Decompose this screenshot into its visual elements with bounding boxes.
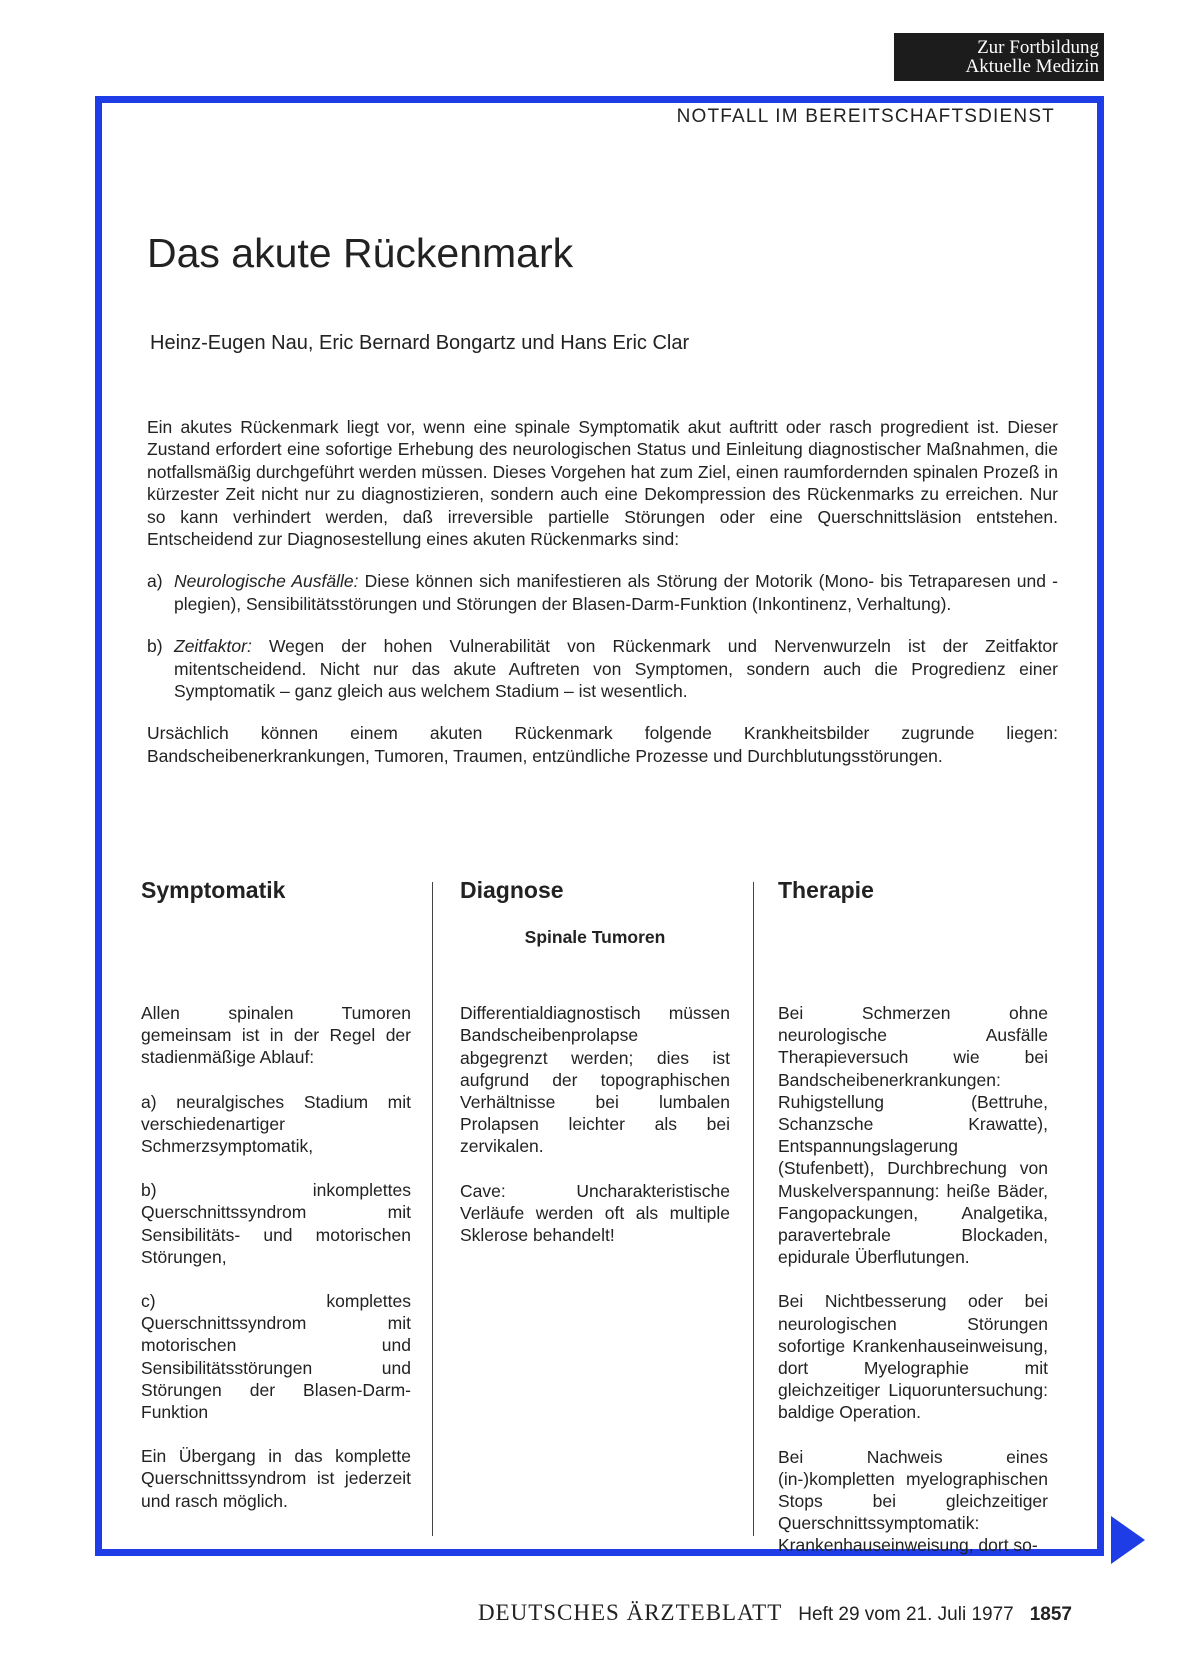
diagnose-p1: Differentialdiagnostisch müssen Bandscheibenprolapse abgegrenzt werden; dies ist aufgrund der topographischen Verhältnisse bei lumbalen Prolapsen leichter als bei zervikalen. [460,1003,730,1157]
abstract-item-b [147,635,1058,702]
column-divider [753,882,754,1536]
symptomatik-heading: Symptomatik [141,877,286,903]
symptomatik-p3: b) inkomplettes Querschnittssyndrom mit Sensibilitäts- und motorischen Störungen, [141,1180,411,1267]
continue-arrow-icon [1111,1516,1145,1564]
item-b-text: Wegen der hohen Vulnerabilität von Rückenmark und Nervenwurzeln ist der Zeitfaktor mitentscheidend. Nicht nur das akute Auftreten von Symptomen, sondern auch die Progredienz einer Symptomatik – ganz gleich aus welchem Stadium – ist wesentlich. [174,636,1058,702]
therapie-p1: Bei Schmerzen ohne neurologische Ausfälle Therapieversuch wie bei Bandscheibenerkrankungen: Ruhigstellung (Bettruhe, Schanzsche Krawatte), Entspannungslagerung (Stufenbett), Durchbrechung von Muskelverspannung: heiße Bäder, Fangopackungen, Analgetika, paravertebrale Blockaden, epidurale Überflutungen. [778,1003,1048,1268]
issue-info: Heft 29 vom 21. Juli 1977 [798,1604,1014,1625]
page-number: 1857 [1029,1604,1072,1625]
abstract-item-a [147,570,1058,615]
abstract-intro: Ein akutes Rückenmark liegt vor, wenn eine spinale Symptomatik akut auftritt oder rasch progredient ist. Dieser Zustand erfordert eine sofortige Erhebung des neurologischen Status und Einleitung diagnostischer Maßnahmen, die notfallsmäßig durchgeführt werden müssen. Dieses Vorgehen hat zum Ziel, einen raumfordernden spinalen Prozeß in kürzester Zeit nicht nur zu diagnostizieren, sondern auch eine Dekompression des Rückenmarks zu erreichen. Nur so kann verhindert werden, daß irreversible partielle Störungen oder eine Querschnittsläsion entstehen. Entscheidend zur Diagnosestellung eines akuten Rückenmarks sind: [147,417,1058,550]
diagnose-subheading: Spinale Tumoren [524,927,666,947]
column-therapie [778,876,1048,1579]
symptomatik-p4: c) komplettes Querschnittssyndrom mit motorischen und Sensibilitätsstörungen und Störungen der Blasen-Darm-Funktion [141,1291,411,1423]
symptomatik-p1: Allen spinalen Tumoren gemeinsam ist in der Regel der stadienmäßige Ablauf: [141,1003,411,1068]
column-diagnose [460,876,730,1268]
article-authors: Heinz-Eugen Nau, Eric Bernard Bongartz und Hans Eric Clar [150,332,690,354]
item-a-text: Diese können sich manifestieren als Störung der Motorik (Mono- bis Tetraparesen und -plegien), Sensibilitätsstörungen und Störungen der Blasen-Darm-Funktion (Inkontinenz, Verhaltung). [174,571,1058,614]
item-a-term: Neurologische Ausfälle: [174,571,359,592]
section-tag [894,33,1104,81]
journal-name: DEUTSCHES ÄRZTEBLATT [477,1600,783,1625]
abstract-closing: Ursächlich können einem akuten Rückenmark folgende Krankheitsbilder zugrunde liegen: Bandscheibenerkrankungen, Tumoren, Traumen, entzündliche Prozesse und Durchblutungsstörungen. [147,723,1058,766]
column-divider [432,882,433,1536]
item-b-term: Zeitfaktor: [174,636,252,657]
column-symptomatik [141,876,411,1534]
rubric-kicker: NOTFALL IM BEREITSCHAFTSDIENST [676,106,1055,127]
article-title: Das akute Rückenmark [147,230,574,276]
section-tag-line1: Zur Fortbildung [977,37,1099,58]
therapie-p2: Bei Nichtbesserung oder bei neurologischen Störungen sofortige Krankenhauseinweisung, dort Myelographie mit gleichzeitiger Liquoruntersuchung: baldige Operation. [778,1291,1048,1423]
symptomatik-p2: a) neuralgisches Stadium mit verschiedenartiger Schmerzsymptomatik, [141,1091,411,1157]
article-abstract [147,416,1058,787]
diagnose-p2: Cave: Uncharakteristische Verläufe werden oft als multiple Sklerose behandelt! [460,1180,730,1246]
item-b-label: b) [147,636,163,657]
diagnose-heading: Diagnose [460,877,564,903]
therapie-heading: Therapie [778,877,874,903]
symptomatik-p5: Ein Übergang in das komplette Querschnittssyndrom ist jederzeit und rasch möglich. [141,1446,411,1511]
section-tag-line2: Aktuelle Medizin [965,56,1099,77]
page-footer [478,1600,1072,1626]
therapie-p3: Bei Nachweis eines (in-)kompletten myelographischen Stops bei gleichzeitiger Querschnittssymptomatik: Krankenhauseinweisung, dort so- [778,1446,1048,1556]
item-a-label: a) [147,571,163,592]
